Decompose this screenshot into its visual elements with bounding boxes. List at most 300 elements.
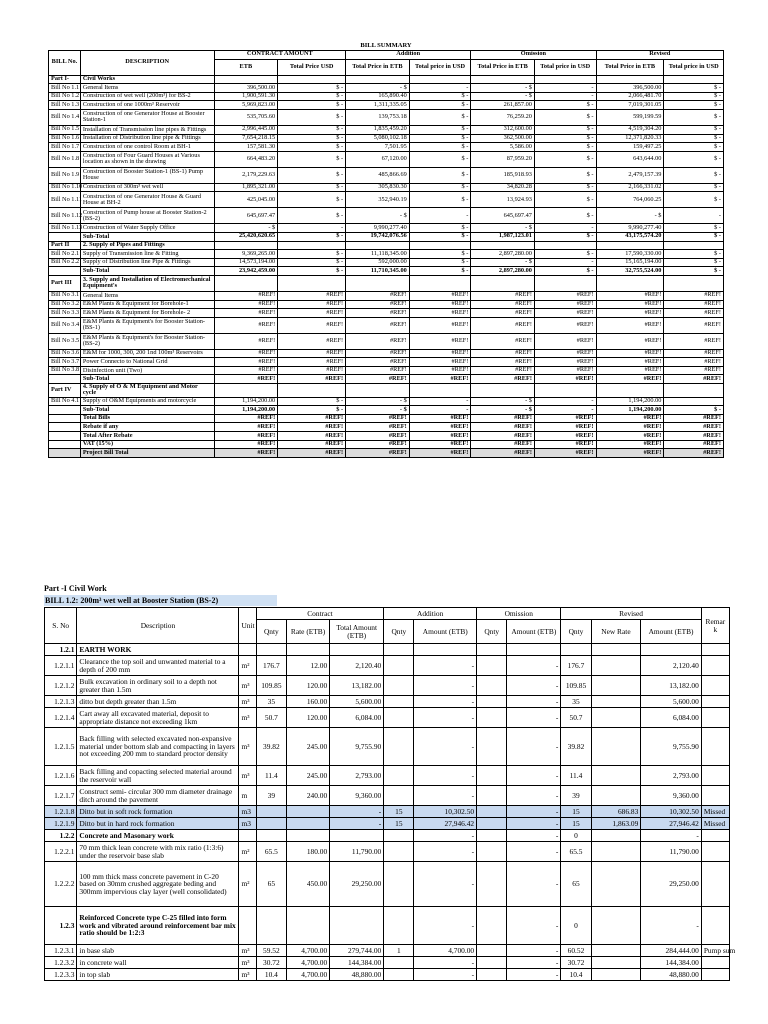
amount-cell: #REF! bbox=[471, 440, 535, 449]
amount-cell: #REF! bbox=[596, 440, 664, 449]
amount-cell: 9,990,277.40 bbox=[346, 224, 410, 233]
summary-row bbox=[49, 134, 724, 143]
value-cell bbox=[477, 818, 507, 830]
value-cell: 65.5 bbox=[256, 842, 286, 862]
value-cell: 60.52 bbox=[561, 945, 591, 957]
amount-cell: #REF! bbox=[346, 309, 410, 318]
value-cell: - bbox=[507, 806, 561, 818]
value-cell: - bbox=[414, 728, 477, 766]
amount-cell: #REF! bbox=[278, 432, 346, 441]
amount-cell: 425,045.00 bbox=[214, 192, 278, 208]
amount-cell: 25,420,620.65 bbox=[214, 232, 278, 241]
amount-cell: $ - bbox=[278, 183, 346, 192]
header-total-amount: Total Amount (ETB) bbox=[330, 620, 384, 644]
amount-cell bbox=[346, 384, 410, 398]
header-rev-amount: Amount (ETB) bbox=[641, 620, 702, 644]
value-cell bbox=[701, 644, 729, 656]
summary-row bbox=[49, 358, 724, 367]
summary-row bbox=[49, 167, 724, 183]
value-cell: 27,946.42 bbox=[641, 818, 702, 830]
amount-cell: #REF! bbox=[409, 440, 471, 449]
amount-cell: #REF! bbox=[471, 432, 535, 441]
value-cell bbox=[477, 862, 507, 907]
amount-cell: $ - bbox=[409, 192, 471, 208]
amount-cell: - $ bbox=[214, 224, 278, 233]
amount-cell: $ - bbox=[278, 143, 346, 152]
amount-cell: $ - bbox=[278, 406, 346, 415]
bill-description: Total Bills bbox=[80, 414, 214, 423]
detail-row bbox=[45, 696, 730, 708]
amount-cell: 7,654,218.15 bbox=[214, 134, 278, 143]
amount-cell: #REF! bbox=[471, 300, 535, 309]
amount-cell: $ - bbox=[534, 143, 596, 152]
value-cell: 65.5 bbox=[561, 842, 591, 862]
bill-description: Disinfection unit (Two) bbox=[80, 366, 214, 375]
amount-cell: 139,753.18 bbox=[346, 109, 410, 125]
amount-cell: 599,199.59 bbox=[596, 109, 664, 125]
item-number: 1.2.1.1 bbox=[45, 656, 77, 676]
amount-cell: #REF! bbox=[534, 291, 596, 300]
amount-cell: $ - bbox=[534, 101, 596, 110]
bill-description: Construction of Booster Station-1 (BS-1) Pump House bbox=[80, 167, 214, 183]
value-cell: - bbox=[507, 969, 561, 981]
amount-cell: 19,742,076.56 bbox=[346, 232, 410, 241]
part-title: Part -I Civil Work bbox=[44, 584, 107, 593]
amount-cell: 2,897,280.00 bbox=[471, 250, 535, 259]
amount-cell: - bbox=[409, 397, 471, 406]
amount-cell: #REF! bbox=[664, 432, 724, 441]
detail-row bbox=[45, 676, 730, 696]
bill-summary-table bbox=[48, 42, 724, 458]
item-unit: m³ bbox=[239, 945, 256, 957]
item-description: in base slab bbox=[77, 945, 239, 957]
value-cell: 686.83 bbox=[591, 806, 641, 818]
amount-cell: 535,705.60 bbox=[214, 109, 278, 125]
amount-cell: - $ bbox=[471, 224, 535, 233]
summary-row bbox=[49, 84, 724, 93]
amount-cell: - bbox=[534, 224, 596, 233]
value-cell: - bbox=[414, 708, 477, 728]
amount-cell: 2,066,481.70 bbox=[596, 92, 664, 101]
amount-cell: 9,990,277.40 bbox=[596, 224, 664, 233]
value-cell: - bbox=[507, 957, 561, 969]
bill-number: Part II bbox=[49, 241, 81, 250]
summary-row bbox=[49, 125, 724, 134]
summary-row bbox=[49, 309, 724, 318]
amount-cell: 43,175,574.20 bbox=[596, 232, 664, 241]
amount-cell: #REF! bbox=[278, 358, 346, 367]
summary-row bbox=[49, 250, 724, 259]
item-unit bbox=[239, 830, 256, 842]
amount-cell: 67,120.00 bbox=[346, 151, 410, 167]
value-cell: 240.00 bbox=[286, 786, 329, 806]
item-number: 1.2.1.8 bbox=[45, 806, 77, 818]
detail-row bbox=[45, 708, 730, 728]
bill-description: Sub-Total bbox=[80, 406, 214, 415]
amount-cell: $ - bbox=[278, 134, 346, 143]
bill-description: Sub-Total bbox=[80, 232, 214, 241]
amount-cell: 396,500.00 bbox=[596, 84, 664, 93]
value-cell: 10.4 bbox=[256, 969, 286, 981]
item-description: Ditto but in hard rock formation bbox=[77, 818, 239, 830]
amount-cell: $ - bbox=[409, 232, 471, 241]
value-cell bbox=[477, 830, 507, 842]
item-description: Construct semi- circular 300 mm diameter drainage ditch around the pavement bbox=[77, 786, 239, 806]
amount-cell: $ - bbox=[664, 167, 724, 183]
amount-cell: 5,080,102.18 bbox=[346, 134, 410, 143]
item-number: 1.2.1.6 bbox=[45, 766, 77, 786]
amount-cell: $ - bbox=[278, 192, 346, 208]
value-cell: 284,444.00 bbox=[641, 945, 702, 957]
value-cell: 4,700.00 bbox=[414, 945, 477, 957]
value-cell: 176.7 bbox=[561, 656, 591, 676]
item-number: 1.2.2 bbox=[45, 830, 77, 842]
bill-description: Construction of Pump house at Booster Station-2 (BS-2) bbox=[80, 208, 214, 224]
amount-cell: #REF! bbox=[664, 309, 724, 318]
amount-cell: 11,710,345.00 bbox=[346, 267, 410, 276]
bill-description: Supply of O&M Equipments and motorcycle bbox=[80, 397, 214, 406]
bill-description: Total After Rebate bbox=[80, 432, 214, 441]
value-cell bbox=[477, 907, 507, 945]
amount-cell: $ - bbox=[534, 109, 596, 125]
summary-row bbox=[49, 366, 724, 375]
summary-row bbox=[49, 333, 724, 349]
amount-cell: #REF! bbox=[534, 349, 596, 358]
value-cell: - bbox=[414, 786, 477, 806]
summary-row bbox=[49, 317, 724, 333]
amount-cell: $ - bbox=[664, 101, 724, 110]
value-cell: - bbox=[507, 907, 561, 945]
value-cell: - bbox=[414, 656, 477, 676]
amount-cell: - $ bbox=[346, 397, 410, 406]
amount-cell: #REF! bbox=[534, 317, 596, 333]
value-cell bbox=[701, 957, 729, 969]
value-cell: - bbox=[414, 676, 477, 696]
amount-cell: #REF! bbox=[409, 358, 471, 367]
bill-number bbox=[49, 406, 81, 415]
item-unit: m³ bbox=[239, 708, 256, 728]
amount-cell: #REF! bbox=[596, 317, 664, 333]
value-cell: 160.00 bbox=[286, 696, 329, 708]
amount-cell: 2,479,157.39 bbox=[596, 167, 664, 183]
item-unit: m² bbox=[239, 862, 256, 907]
amount-cell: 1,835,459.20 bbox=[346, 125, 410, 134]
item-description: Ditto but in soft rock formation bbox=[77, 806, 239, 818]
value-cell bbox=[286, 818, 329, 830]
value-cell: 2,120.40 bbox=[330, 656, 384, 676]
value-cell: 10,302.50 bbox=[641, 806, 702, 818]
amount-cell: #REF! bbox=[664, 414, 724, 423]
bill-number: Bill No 1.3 bbox=[49, 101, 81, 110]
value-cell bbox=[477, 656, 507, 676]
value-cell: 109.85 bbox=[561, 676, 591, 696]
item-description: Back filling with selected excavated non-expansive material under bottom slab and compacting in layers not exceeding 200 mm to standard proctor density bbox=[77, 728, 239, 766]
value-cell bbox=[591, 969, 641, 981]
amount-cell: 157,581.30 bbox=[214, 143, 278, 152]
summary-row bbox=[49, 397, 724, 406]
header-remark: Remar k bbox=[701, 608, 729, 644]
value-cell bbox=[701, 708, 729, 728]
bill-description: Construction of one 1000m³ Reservoir bbox=[80, 101, 214, 110]
amount-cell: #REF! bbox=[409, 349, 471, 358]
header-addition: Addition bbox=[346, 51, 471, 60]
amount-cell: $ - bbox=[278, 258, 346, 267]
value-cell bbox=[286, 830, 329, 842]
value-cell bbox=[384, 676, 414, 696]
bill-number: Bill No 1.4 bbox=[49, 109, 81, 125]
amount-cell: #REF! bbox=[596, 449, 664, 458]
amount-cell bbox=[596, 275, 664, 291]
value-cell bbox=[591, 786, 641, 806]
amount-cell: 2,179,229.63 bbox=[214, 167, 278, 183]
amount-cell: 15,165,194.00 bbox=[596, 258, 664, 267]
value-cell: 39 bbox=[561, 786, 591, 806]
amount-cell: #REF! bbox=[471, 317, 535, 333]
value-cell bbox=[256, 907, 286, 945]
amount-cell: $ - bbox=[664, 192, 724, 208]
summary-row bbox=[49, 183, 724, 192]
value-cell: 30.72 bbox=[256, 957, 286, 969]
amount-cell: #REF! bbox=[346, 358, 410, 367]
item-description: Concrete and Masonary work bbox=[77, 830, 239, 842]
bill-number: Bill No 2.2 bbox=[49, 258, 81, 267]
bill-number bbox=[49, 267, 81, 276]
bill-description: E&M Plants & Equipment for Borehole-1 bbox=[80, 300, 214, 309]
amount-cell: #REF! bbox=[214, 375, 278, 384]
item-unit: m3 bbox=[239, 806, 256, 818]
amount-cell: #REF! bbox=[214, 432, 278, 441]
value-cell: - bbox=[330, 806, 384, 818]
value-cell bbox=[384, 969, 414, 981]
amount-cell: 352,940.19 bbox=[346, 192, 410, 208]
value-cell: 13,182.00 bbox=[330, 676, 384, 696]
value-cell: 176.7 bbox=[256, 656, 286, 676]
amount-cell: $ - bbox=[409, 151, 471, 167]
header-omission: Omission bbox=[471, 51, 596, 60]
bill-number bbox=[49, 440, 81, 449]
amount-cell: - bbox=[534, 397, 596, 406]
amount-cell: 1,194,200.00 bbox=[214, 406, 278, 415]
value-cell: 6,084.00 bbox=[330, 708, 384, 728]
amount-cell: $ - bbox=[534, 208, 596, 224]
value-cell: 50.7 bbox=[256, 708, 286, 728]
item-description: Back filling and copacting selected material around the reservoir wall bbox=[77, 766, 239, 786]
value-cell bbox=[256, 830, 286, 842]
amount-cell: $ - bbox=[664, 109, 724, 125]
summary-row bbox=[49, 275, 724, 291]
item-unit bbox=[239, 907, 256, 945]
amount-cell: #REF! bbox=[471, 358, 535, 367]
bill-description: Rebate if any bbox=[80, 423, 214, 432]
amount-cell: $ - bbox=[409, 109, 471, 125]
amount-cell: 87,959.20 bbox=[471, 151, 535, 167]
amount-cell: #REF! bbox=[534, 333, 596, 349]
header-revised2: Revised bbox=[561, 608, 701, 620]
amount-cell: #REF! bbox=[596, 333, 664, 349]
value-cell bbox=[701, 907, 729, 945]
amount-cell bbox=[346, 241, 410, 250]
amount-cell: 645,697.47 bbox=[214, 208, 278, 224]
value-cell: - bbox=[507, 818, 561, 830]
amount-cell: 664,483.20 bbox=[214, 151, 278, 167]
amount-cell: 1,987,123.01 bbox=[471, 232, 535, 241]
amount-cell: 592,000.00 bbox=[346, 258, 410, 267]
amount-cell: 13,924.93 bbox=[471, 192, 535, 208]
header-sno: S. No bbox=[45, 608, 77, 644]
amount-cell: #REF! bbox=[409, 366, 471, 375]
item-number: 1.2.1.9 bbox=[45, 818, 77, 830]
amount-cell: $ - bbox=[664, 134, 724, 143]
value-cell bbox=[286, 644, 329, 656]
amount-cell: #REF! bbox=[214, 300, 278, 309]
value-cell bbox=[256, 806, 286, 818]
bill-description: 4. Supply of O & M Equipment and Motor cycle bbox=[80, 384, 214, 398]
summary-row bbox=[49, 300, 724, 309]
item-description: in top slab bbox=[77, 969, 239, 981]
amount-cell: #REF! bbox=[346, 432, 410, 441]
amount-cell: $ - bbox=[278, 109, 346, 125]
amount-cell: $ - bbox=[409, 92, 471, 101]
amount-cell: 159,497.25 bbox=[596, 143, 664, 152]
bill-description: E&M Plants & Equipment's for Booster Station- (BS-2) bbox=[80, 333, 214, 349]
amount-cell: 14,573,194.00 bbox=[214, 258, 278, 267]
detail-row bbox=[45, 842, 730, 862]
detail-row bbox=[45, 957, 730, 969]
amount-cell: #REF! bbox=[214, 333, 278, 349]
bill-number: Bill No 1.5 bbox=[49, 125, 81, 134]
value-cell bbox=[477, 806, 507, 818]
amount-cell: $ - bbox=[534, 134, 596, 143]
value-cell: 48,880.00 bbox=[330, 969, 384, 981]
header-om-amount: Amount (ETB) bbox=[507, 620, 561, 644]
amount-cell: 5,586.00 bbox=[471, 143, 535, 152]
value-cell: 11.4 bbox=[561, 766, 591, 786]
value-cell: 15 bbox=[384, 818, 414, 830]
amount-cell: 305,830.30 bbox=[346, 183, 410, 192]
bill-description: Construction of 300m³ wet well bbox=[80, 183, 214, 192]
value-cell bbox=[477, 945, 507, 957]
value-cell: 29,250.00 bbox=[330, 862, 384, 907]
summary-row bbox=[49, 423, 724, 432]
value-cell: 5,600.00 bbox=[330, 696, 384, 708]
summary-row bbox=[49, 151, 724, 167]
amount-cell: - $ bbox=[471, 84, 535, 93]
value-cell bbox=[384, 957, 414, 969]
item-description: in concrete wall bbox=[77, 957, 239, 969]
value-cell bbox=[701, 842, 729, 862]
value-cell bbox=[477, 728, 507, 766]
amount-cell: #REF! bbox=[214, 317, 278, 333]
value-cell: 1 bbox=[384, 945, 414, 957]
amount-cell: $ - bbox=[664, 224, 724, 233]
amount-cell: #REF! bbox=[534, 309, 596, 318]
amount-cell: $ - bbox=[278, 151, 346, 167]
value-cell bbox=[384, 786, 414, 806]
value-cell: - bbox=[507, 696, 561, 708]
amount-cell: $ - bbox=[409, 125, 471, 134]
header-om-qnty: Qnty bbox=[477, 620, 507, 644]
amount-cell: $ - bbox=[534, 167, 596, 183]
amount-cell: $ - bbox=[534, 151, 596, 167]
value-cell: - bbox=[414, 766, 477, 786]
value-cell: 27,946.42 bbox=[414, 818, 477, 830]
value-cell: 109.85 bbox=[256, 676, 286, 696]
summary-row bbox=[49, 449, 724, 458]
item-description: 100 mm thick mass concrete pavement in C-20 based on 30mm crushed aggregate beding and 300mm impervious clay layer (well consolidated) bbox=[77, 862, 239, 907]
item-number: 1.2.1.5 bbox=[45, 728, 77, 766]
amount-cell: - bbox=[534, 258, 596, 267]
amount-cell: $ - bbox=[664, 232, 724, 241]
item-description: EARTH WORK bbox=[77, 644, 239, 656]
value-cell: - bbox=[507, 708, 561, 728]
value-cell bbox=[591, 830, 641, 842]
value-cell bbox=[384, 708, 414, 728]
value-cell bbox=[591, 957, 641, 969]
value-cell bbox=[477, 644, 507, 656]
detail-row bbox=[45, 862, 730, 907]
amount-cell bbox=[409, 384, 471, 398]
amount-cell: #REF! bbox=[409, 375, 471, 384]
amount-cell: - bbox=[278, 224, 346, 233]
amount-cell: #REF! bbox=[409, 423, 471, 432]
item-number: 1.2.2.1 bbox=[45, 842, 77, 862]
value-cell: 15 bbox=[561, 806, 591, 818]
amount-cell: #REF! bbox=[664, 440, 724, 449]
amount-cell: 7,501.95 bbox=[346, 143, 410, 152]
amount-cell: $ - bbox=[409, 101, 471, 110]
item-description: Reinforced Concrete type C-25 filled into form work and vibrated around reinforcement bar mix ratio should be 1:2:3 bbox=[77, 907, 239, 945]
amount-cell: 764,060.25 bbox=[596, 192, 664, 208]
value-cell: - bbox=[414, 907, 477, 945]
bill-number bbox=[49, 414, 81, 423]
header-qnty: Qnty bbox=[256, 620, 286, 644]
amount-cell: #REF! bbox=[346, 375, 410, 384]
amount-cell bbox=[534, 384, 596, 398]
amount-cell: #REF! bbox=[346, 349, 410, 358]
bill-number: Bill No 1.7 bbox=[49, 143, 81, 152]
summary-row bbox=[49, 143, 724, 152]
amount-cell: #REF! bbox=[278, 349, 346, 358]
header-omission2: Omission bbox=[477, 608, 561, 620]
amount-cell: $ - bbox=[278, 92, 346, 101]
amount-cell: #REF! bbox=[214, 440, 278, 449]
value-cell: 39.82 bbox=[256, 728, 286, 766]
amount-cell: #REF! bbox=[534, 432, 596, 441]
amount-cell: #REF! bbox=[214, 291, 278, 300]
item-number: 1.2.1.2 bbox=[45, 676, 77, 696]
amount-cell bbox=[214, 275, 278, 291]
bill-number: Bill No 3.7 bbox=[49, 358, 81, 367]
amount-cell: #REF! bbox=[596, 309, 664, 318]
value-cell bbox=[641, 644, 702, 656]
amount-cell bbox=[409, 241, 471, 250]
value-cell: 10.4 bbox=[561, 969, 591, 981]
bill-number: Bill No 1.6 bbox=[49, 134, 81, 143]
bill-description: Construction of one Generator House at Booster Station-1 bbox=[80, 109, 214, 125]
item-unit: m² bbox=[239, 842, 256, 862]
value-cell: - bbox=[414, 696, 477, 708]
amount-cell: $ - bbox=[534, 232, 596, 241]
header-add-usd: Total price in USD bbox=[409, 59, 471, 75]
value-cell: 9,360.00 bbox=[641, 786, 702, 806]
bill-description: 3. Supply and Installation of Electromechanical Equipment's bbox=[80, 275, 214, 291]
summary-row bbox=[49, 414, 724, 423]
amount-cell: - $ bbox=[346, 208, 410, 224]
value-cell: - bbox=[507, 830, 561, 842]
amount-cell: #REF! bbox=[664, 375, 724, 384]
amount-cell: #REF! bbox=[596, 375, 664, 384]
amount-cell: #REF! bbox=[471, 349, 535, 358]
